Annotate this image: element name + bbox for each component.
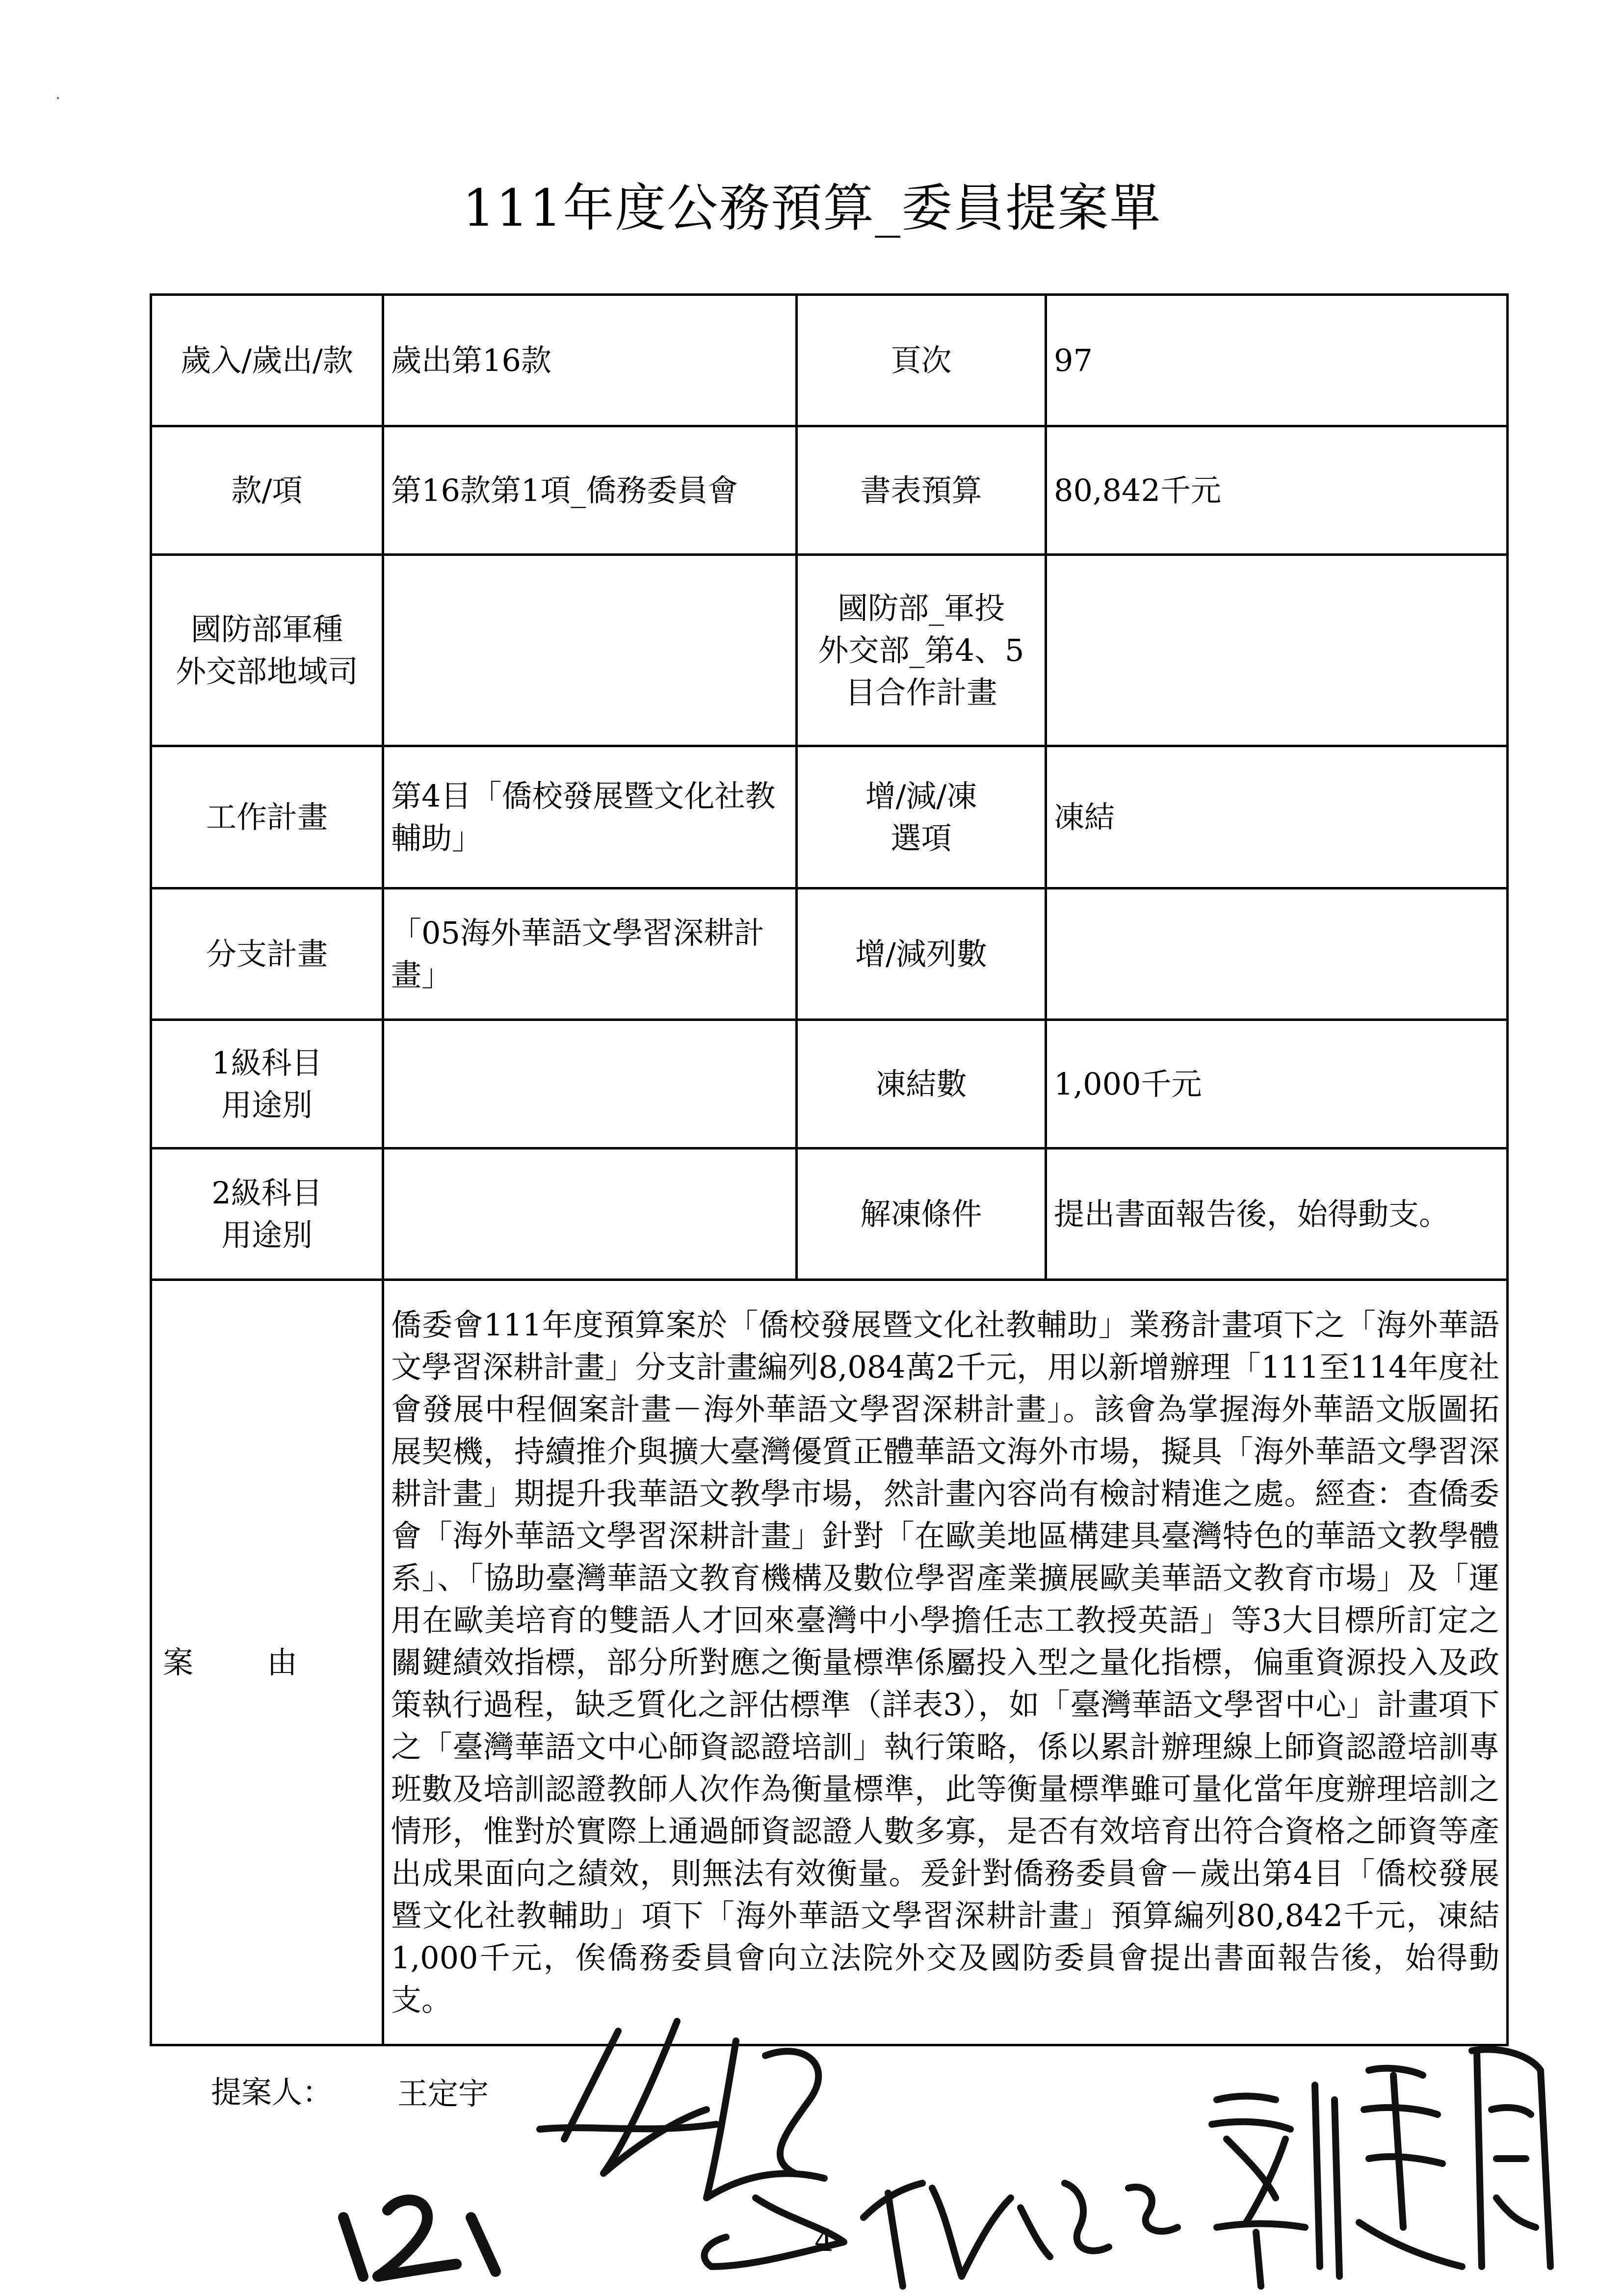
- label-cell: [151, 555, 383, 746]
- label-cell: 頁次: [797, 295, 1046, 426]
- scan-speck: [54, 93, 74, 113]
- proposal-form-table: [150, 293, 1509, 2046]
- label-line: 用途別: [221, 1217, 313, 1253]
- value-cell: 97: [1046, 295, 1508, 426]
- label-cell: 歲入/歲出/款: [151, 295, 383, 426]
- label-line: 增/減/凍: [865, 778, 977, 814]
- signature-scribble-3: [1212, 2049, 1550, 2286]
- handwritten-number-121: [343, 2200, 496, 2276]
- label-line: 國防部軍種: [190, 611, 343, 647]
- table-row: [151, 1280, 1508, 2045]
- label-cell: [151, 1020, 383, 1148]
- reason-label: 案由: [151, 1280, 383, 2045]
- value-cell: 凍結: [1046, 746, 1508, 888]
- table-row: [151, 746, 1508, 888]
- value-cell: 歲出第16款: [383, 295, 797, 426]
- value-cell: [383, 1148, 797, 1280]
- label-line: 外交部地域司: [175, 653, 358, 689]
- page-title: 111年度公務預算_委員提案單: [462, 178, 1162, 238]
- label-line: 用途別: [221, 1087, 313, 1123]
- handwritten-signatures: [0, 2011, 1624, 2296]
- label-line: 目合作計畫: [845, 674, 997, 710]
- label-cell: 增/減列數: [797, 888, 1046, 1020]
- label-cell: 凍結數: [797, 1020, 1046, 1148]
- value-cell: [383, 555, 797, 746]
- value-cell: [1046, 555, 1508, 746]
- reason-text: 僑委會111年度預算案於「僑校發展暨文化社教輔助」業務計畫項下之「海外華語文學習深耕計畫」分支計畫編列8,084萬2千元，用以新增辦理「111至114年度社會發展中程個案計畫－海外華語文學習深耕計畫」。該會為掌握海外華語文版圖拓展契機，持續推介與擴大臺灣優質正體華語文海外市場，擬具「海外華語文學習深耕計畫」期提升我華語文教學市場，然計畫內容尚有檢討精進之處。經查：查僑委會「海外華語文學習深耕計畫」針對「在歐美地區構建具臺灣特色的華語文教學體系」、「協助臺灣華語文教育機構及數位學習產業擴展歐美華語文教育市場」及「運用在歐美培育的雙語人才回來臺灣中小學擔任志工教授英語」等3大目標所訂定之關鍵績效指標，部分所對應之衡量標準係屬投入型之量化指標，偏重資源投入及政策執行過程，缺乏質化之評估標準（詳表3），如「臺灣華語文學習中心」計畫項下之「臺灣華語文中心師資認證培訓」執行策略，係以累計辦理線上師資認證培訓專班數及培訓認證教師人次作為衡量標準，此等衡量標準雖可量化當年度辦理培訓之情形，惟對於實際上通過師資認證人數多寡，是否有效培育出符合資格之師資等產出成果面向之績效，則無法有效衡量。爰針對僑務委員會－歲出第4目「僑校發展暨文化社教輔助」項下「海外華語文學習深耕計畫」預算編列80,842千元，凍結1,000千元，俟僑務委員會向立法院外交及國防委員會提出書面報告後，始得動支。: [383, 1280, 1508, 2045]
- label-line: 1級科目: [211, 1044, 322, 1081]
- table-row: [151, 888, 1508, 1020]
- label-cell: 書表預算: [797, 426, 1046, 555]
- label-line: 國防部_軍投: [837, 590, 1005, 626]
- label-cell: [797, 746, 1046, 888]
- table-row: [151, 426, 1508, 555]
- value-cell: 1,000千元: [1046, 1020, 1508, 1148]
- proposer-name: 王定宇: [397, 2076, 489, 2112]
- signature-scribble-1: [540, 2021, 844, 2267]
- label-line: 選項: [891, 820, 952, 856]
- label-cell: 解凍條件: [797, 1148, 1046, 1280]
- table-row: [151, 295, 1508, 426]
- label-cell: [151, 1148, 383, 1280]
- value-cell: 「05海外華語文學習深耕計畫」: [383, 888, 797, 1020]
- label-cell: 分支計畫: [151, 888, 383, 1020]
- table-row: [151, 1148, 1508, 1280]
- table-row: [151, 555, 1508, 746]
- label-cell: 工作計畫: [151, 746, 383, 888]
- value-cell: 第16款第1項_僑務委員會: [383, 426, 797, 555]
- label-cell: [797, 555, 1046, 746]
- value-cell: 80,842千元: [1046, 426, 1508, 555]
- page-number: 4: [814, 2222, 834, 2258]
- value-cell: [383, 1020, 797, 1148]
- proposer-label: 提案人：: [211, 2074, 333, 2110]
- label-cell: 款/項: [151, 426, 383, 555]
- signature-scribble-2: [864, 2183, 1178, 2286]
- value-cell: [1046, 888, 1508, 1020]
- value-cell: 第4目「僑校發展暨文化社教輔助」: [383, 746, 797, 888]
- label-line: 外交部_第4、5: [818, 632, 1024, 668]
- value-cell: 提出書面報告後，始得動支。: [1046, 1148, 1508, 1280]
- label-line: 2級科目: [211, 1174, 322, 1211]
- table-row: [151, 1020, 1508, 1148]
